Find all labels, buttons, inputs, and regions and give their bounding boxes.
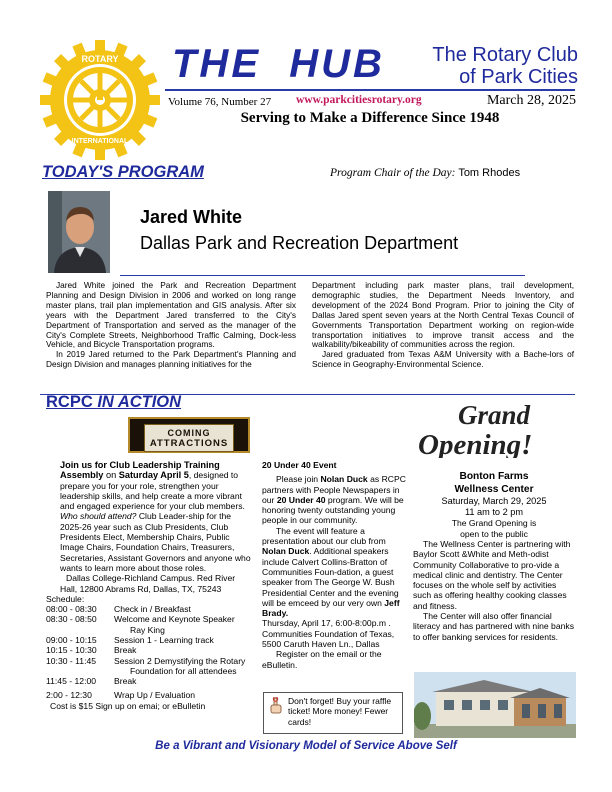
under40-article xyxy=(262,460,408,670)
training-intro: , designed to prepare you for your role, strengthen your leadership skills, and help create a more vibrant and engaged experience for your club members. xyxy=(60,470,245,512)
volume-number: Volume 76, Number 27 xyxy=(168,96,272,108)
masthead-rule xyxy=(165,89,575,91)
program-divider xyxy=(120,275,525,276)
schedule-time: 09:00 - 10:15 xyxy=(46,635,97,646)
grand-word: Grand xyxy=(458,400,531,430)
schedule-item: Break xyxy=(114,645,137,656)
schedule-row xyxy=(46,676,245,690)
schedule-item: Session 2 Demystifying the Rotary xyxy=(114,655,246,666)
schedule-time: 10:30 - 11:45 xyxy=(46,655,97,666)
schedule-item: Break xyxy=(114,676,137,687)
training-who-label: Who should attend? xyxy=(60,511,137,522)
under40-heading: 20 Under 40 Event xyxy=(262,460,337,470)
under40-p2-emcee: Jeff Brady. xyxy=(262,597,400,619)
rcpc-heading-italic: IN ACTION xyxy=(97,393,182,411)
under40-p2-name: Nolan Duck xyxy=(262,546,310,557)
schedule-label: Schedule: xyxy=(46,593,85,604)
speaker-photo xyxy=(48,191,110,273)
schedule-time: 2:00 - 12:30 xyxy=(46,690,92,701)
banner-line2: ATTRACTIONS xyxy=(149,438,229,449)
under40-p2-text: The event will feature a presentation about our club from xyxy=(262,525,386,547)
club-name-line2: of Park Cities xyxy=(459,66,578,88)
under40-p1-text: program. We will be honoring twenty outstanding young people in our community. xyxy=(262,494,404,526)
schedule-time xyxy=(46,666,114,676)
under40-para1 xyxy=(262,474,408,525)
website-link[interactable]: www.parkcitiesrotary.org xyxy=(296,94,422,106)
bio-paragraph: Department including park master plans, trail development, demographic studies, the Department Needs Inventory, and development of the 2024 Bond Program. Prior to joining the City of Dallas Jared spent seven years at the North Central Texas Council of Governments Transportation Department working on region-wide transportation initiatives to improve transit access and the walkability/bikeability of communities across the region. xyxy=(312,280,574,350)
logo-international-text: INTERNATIONAL xyxy=(71,138,129,145)
schedule-time: 10:15 - 10:30 xyxy=(46,645,97,656)
bonton-title-line1: Bonton Farms xyxy=(459,471,529,482)
hand-pointing-icon xyxy=(268,697,284,715)
bonton-para1: The Wellness Center is partnering with Baylor Scott &White and Meth-odist Community Collaborative to pro-vide a medical clinic and dentistry. The Center focuses on the whole self by activities such as offering healthy cooking classes and fitness. xyxy=(413,539,571,611)
bio-paragraph: Jared graduated from Texas A&M University with a Bache-lors of Science in Geography-Environmental Science. xyxy=(312,349,574,370)
bonton-time: 11 am to 2 pm xyxy=(464,507,524,518)
under40-register: Register on the email or the eBulletin. xyxy=(262,649,382,670)
schedule-row xyxy=(46,604,245,614)
training-heading-on: on xyxy=(103,470,119,481)
schedule-item: Ray King xyxy=(130,624,165,635)
program-chair xyxy=(330,167,520,179)
issue-date: March 28, 2025 xyxy=(486,93,576,108)
program-chair-label: Program Chair of the Day: xyxy=(330,167,456,179)
under40-p1-text: Please join xyxy=(276,474,321,485)
training-who-text: Club Leader-ship for the 2025-26 year such as Club Presidents, Club Presidents Elect, Membership Chairs, Public Image Chairs, Foundation Chairs, Treasurers, Secretaries, Assistant Governors and anyone who wants to learn more about those roles. xyxy=(60,511,251,573)
rcpc-heading-plain: RCPC xyxy=(46,393,98,411)
bonton-para2: The Center will also offer financial literacy and has partnered with nine banks to offer banking services for residents. xyxy=(413,611,574,642)
under40-p1-text: as RCPC partners with People Newspapers in our xyxy=(262,474,406,505)
banner-panel xyxy=(144,424,234,452)
schedule-row xyxy=(46,656,245,666)
bio-paragraph: In 2019 Jared returned to the Park Department's Planning and Design Division and manages planning initiatives for the xyxy=(46,349,296,370)
schedule-item: Session 1 - Learning track xyxy=(114,635,214,646)
under40-p1-program: 20 Under 40 xyxy=(276,494,326,505)
schedule-row xyxy=(46,625,245,635)
schedule-time: 08:00 - 08:30 xyxy=(46,604,97,615)
schedule-row xyxy=(46,645,245,655)
wellness-center-photo xyxy=(414,672,576,738)
rcpc-heading xyxy=(46,393,181,412)
under40-p2-text: . Additional speakers include Calvert Collins-Bratton of Communities Foun-dation, a guest speaker from The George W. Bush Presidential Center and the evening will be emceed by our very own xyxy=(262,546,399,608)
under40-para2 xyxy=(262,526,408,619)
schedule-item: Wrap Up / Evaluation xyxy=(114,690,196,701)
banner-line1: COMING xyxy=(167,428,211,438)
under40-p1-name: Nolan Duck xyxy=(320,474,368,485)
opening-word: Opening! xyxy=(418,429,533,458)
bonton-open-line1: The Grand Opening is xyxy=(451,518,537,529)
program-chair-name: Tom Rhodes xyxy=(458,167,521,179)
masthead-motto: Serving to Make a Difference Since 1948 xyxy=(240,110,500,126)
schedule-time: 11:45 - 12:00 xyxy=(46,676,97,687)
training-who xyxy=(46,511,254,573)
coming-attractions-banner xyxy=(128,417,250,453)
logo-rotary-text: ROTARY xyxy=(81,54,119,64)
schedule-row xyxy=(46,614,245,624)
training-heading xyxy=(46,460,254,511)
schedule-row xyxy=(46,690,245,700)
training-article xyxy=(46,460,254,711)
training-date: Saturday April 5 xyxy=(118,470,189,481)
newsletter-title: THE HUB xyxy=(172,42,385,86)
todays-program-heading: TODAY'S PROGRAM xyxy=(42,163,204,181)
schedule-row xyxy=(46,666,245,676)
schedule-item: Foundation for all attendees xyxy=(130,665,237,676)
under40-details: Thursday, April 17, 6:00-8:00p.m . Communities Foundation of Texas, 5500 Caruth Haven Ln., Dallas xyxy=(262,618,395,650)
bonton-date: Saturday, March 29, 2025 xyxy=(441,496,547,506)
bonton-article xyxy=(413,471,575,642)
training-heading-text: Join us for Club Leadership Training Assembly xyxy=(60,460,220,481)
grand-opening-graphic xyxy=(416,398,584,458)
speaker-department: Dallas Park and Recreation Department xyxy=(140,233,459,253)
bio-paragraph: Jared White joined the Park and Recreation Department Planning and Design Division in 2006 and worked on long range master plans, trail plan implementation and GIS analysis. After six years with the Department Jared transferred to the City's Department of Transportation and served as the manager of the City's Complete Streets, Neighborhood Traffic Calming, Dock-less Vehicle, and Bicycle Transportation programs. xyxy=(46,280,296,350)
bonton-title-line2: Wellness Center xyxy=(454,483,534,495)
rotary-logo xyxy=(40,40,160,160)
schedule-item: Welcome and Keynote Speaker xyxy=(114,614,235,625)
bonton-open-line2: open to the public xyxy=(460,528,528,539)
speaker-name: Jared White xyxy=(140,207,243,227)
raffle-text: Don't forget! Buy your raffle ticket! More money! Fewer cards! xyxy=(288,696,392,727)
speaker-bio-left xyxy=(46,281,296,370)
footer-motto: Be a Vibrant and Visionary Model of Service Above Self xyxy=(155,740,457,752)
schedule-time: 08:30 - 08:50 xyxy=(46,614,97,625)
schedule-row xyxy=(46,635,245,645)
training-cost: Cost is $15 Sign up on emai; or eBulletin xyxy=(50,700,206,711)
schedule-time xyxy=(46,625,114,635)
speaker-bio-right xyxy=(312,281,574,370)
training-location: Dallas College-Richland Campus. Red River Hall, 12800 Abrams Rd, Dallas, TX, 75243 xyxy=(60,573,236,594)
schedule-item: Check in / Breakfast xyxy=(114,604,191,615)
club-name-line1: The Rotary Club xyxy=(432,44,578,66)
schedule-table xyxy=(46,604,245,700)
club-name xyxy=(400,44,578,88)
raffle-reminder xyxy=(263,692,403,734)
